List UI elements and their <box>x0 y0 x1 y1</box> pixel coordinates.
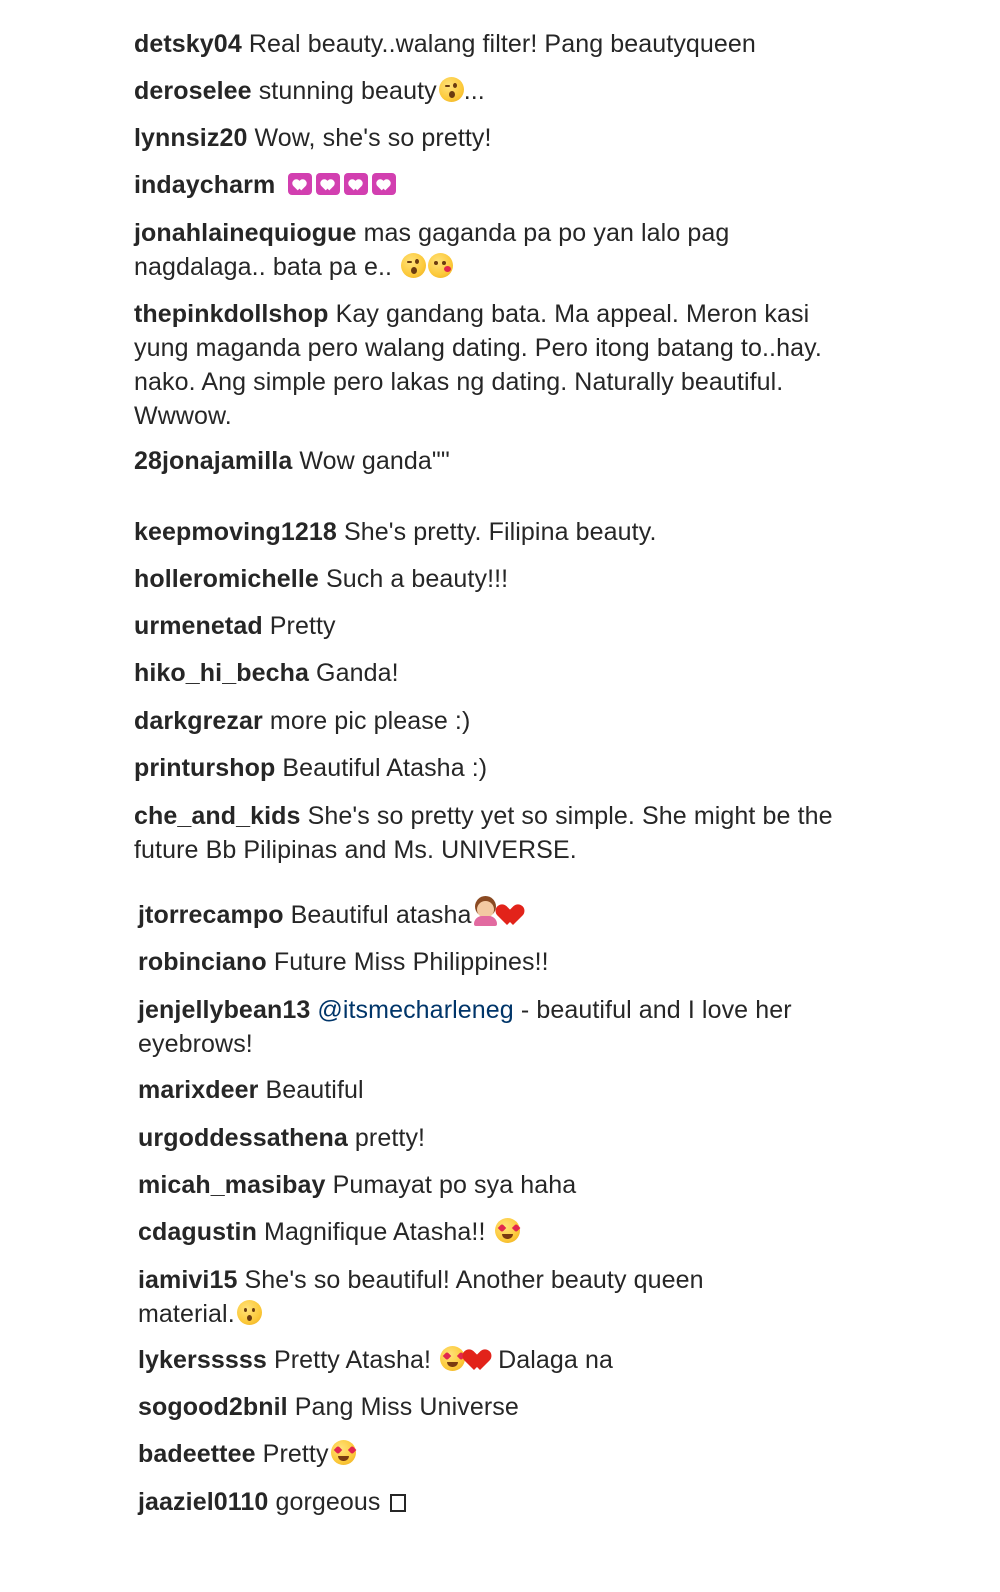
comment-mention-link[interactable]: @itsmecharleneg <box>317 996 514 1024</box>
comment-item <box>138 993 843 1061</box>
comment-username[interactable]: jenjellybean13 <box>138 996 311 1024</box>
comment-username[interactable]: 28jonajamilla <box>134 447 293 475</box>
comment-text: Wow ganda"" <box>299 447 450 475</box>
comment-item <box>134 515 657 549</box>
comment-text: She's so beautiful! Another beauty queen material. <box>138 1266 704 1328</box>
information-desk-person-icon <box>473 900 498 926</box>
heart-decoration-icon <box>316 173 340 195</box>
comment-item <box>134 562 508 596</box>
comment-text: Beautiful <box>265 1076 364 1104</box>
comment-text: Beautiful atasha <box>290 901 472 929</box>
comment-item <box>134 216 834 284</box>
comment-text-after: ... <box>463 77 485 105</box>
comment-username[interactable]: indaycharm <box>134 171 276 199</box>
comment-text: Magnifique Atasha!! <box>264 1218 486 1246</box>
comment-item <box>138 1343 613 1377</box>
comment-text: more pic please :) <box>269 707 471 735</box>
comment-username[interactable]: che_and_kids <box>134 802 301 830</box>
comment-text: Ganda! <box>316 659 399 687</box>
comment-item <box>134 74 485 108</box>
red-heart-icon <box>467 1347 491 1371</box>
comment-username[interactable]: robinciano <box>138 948 267 976</box>
comment-username[interactable]: deroselee <box>134 77 252 105</box>
comment-username[interactable]: holleromichelle <box>134 565 319 593</box>
comment-text: - beautiful and I love her eyebrows! <box>138 996 792 1058</box>
comment-username[interactable]: sogood2bnil <box>138 1393 288 1421</box>
comment-username[interactable]: jtorrecampo <box>138 901 284 929</box>
comment-username[interactable]: detsky04 <box>134 30 242 58</box>
missing-glyph-icon <box>390 1494 406 1512</box>
comment-username[interactable]: hiko_hi_becha <box>134 659 309 687</box>
comment-text: pretty! <box>354 1124 426 1152</box>
comment-text: Pumayat po sya haha <box>332 1171 577 1199</box>
comment-item <box>138 1485 406 1519</box>
comment-item <box>138 898 524 932</box>
comment-item <box>138 945 549 979</box>
comment-item <box>138 1390 519 1424</box>
comment-text: She's pretty. Filipina beauty. <box>343 518 657 546</box>
winking-face-icon <box>439 77 464 102</box>
comment-username[interactable]: thepinkdollshop <box>134 300 329 328</box>
comment-item <box>138 1121 425 1155</box>
comment-item <box>134 751 487 785</box>
winking-face-icon <box>401 253 426 278</box>
comment-username[interactable]: lynnsiz20 <box>134 124 248 152</box>
face-blowing-kiss-icon <box>428 253 453 278</box>
comment-username[interactable]: printurshop <box>134 754 276 782</box>
comment-item <box>134 168 400 202</box>
comment-item <box>134 297 854 433</box>
comment-username[interactable]: urmenetad <box>134 612 263 640</box>
comment-text: Pretty <box>262 1440 329 1468</box>
comment-item <box>134 609 336 643</box>
comment-item <box>138 1073 364 1107</box>
comment-username[interactable]: micah_masibay <box>138 1171 326 1199</box>
comment-item <box>138 1215 520 1249</box>
heart-eyes-face-icon <box>495 1218 520 1243</box>
comment-item <box>134 704 470 738</box>
comment-text: Future Miss Philippines!! <box>273 948 549 976</box>
comment-item <box>134 656 399 690</box>
comment-text: Beautiful Atasha :) <box>282 754 488 782</box>
comment-username[interactable]: jaaziel0110 <box>138 1488 269 1516</box>
heart-decoration-icon <box>372 173 396 195</box>
comment-item <box>138 1168 576 1202</box>
face-open-mouth-icon <box>237 1300 262 1325</box>
heart-decoration-icon <box>288 173 312 195</box>
comment-username[interactable]: darkgrezar <box>134 707 263 735</box>
comment-text: Pretty Atasha! <box>273 1346 431 1374</box>
comment-text: Pang Miss Universe <box>294 1393 519 1421</box>
comment-item <box>138 1263 798 1331</box>
comment-username[interactable]: urgoddessathena <box>138 1124 348 1152</box>
comment-username[interactable]: marixdeer <box>138 1076 259 1104</box>
red-heart-icon <box>500 902 524 926</box>
comment-username[interactable]: jonahlainequiogue <box>134 219 357 247</box>
comment-text: Wow, she's so pretty! <box>254 124 492 152</box>
comment-text: gorgeous <box>275 1488 381 1516</box>
comment-item <box>134 121 492 155</box>
comment-text: Real beauty..walang filter! Pang beautyqueen <box>248 30 756 58</box>
comment-text: mas gaganda pa po yan lalo pag nagdalaga.. bata pa e.. <box>134 219 730 281</box>
comment-text-after: Dalaga na <box>498 1346 613 1374</box>
comment-text: She's so pretty yet so simple. She might be the future Bb Pilipinas and Ms. UNIVERSE. <box>134 802 833 864</box>
heart-decoration-icon <box>344 173 368 195</box>
comment-username[interactable]: cdagustin <box>138 1218 257 1246</box>
comment-text: Such a beauty!!! <box>325 565 509 593</box>
heart-eyes-face-icon <box>331 1440 356 1465</box>
heart-eyes-face-icon <box>440 1346 465 1371</box>
comment-username[interactable]: iamivi15 <box>138 1266 238 1294</box>
comment-item <box>138 1437 356 1471</box>
comment-item <box>134 799 849 867</box>
comment-username[interactable]: badeettee <box>138 1440 256 1468</box>
comment-username[interactable]: lykersssss <box>138 1346 267 1374</box>
comment-text: Kay gandang bata. Ma appeal. Meron kasi yung maganda pero walang dating. Pero itong batang to..hay. nako. Ang simple pero lakas ng dating. Naturally beautiful. Wwwow. <box>134 300 822 430</box>
comment-text: Pretty <box>269 612 336 640</box>
comment-item <box>134 444 450 478</box>
comment-username[interactable]: keepmoving1218 <box>134 518 337 546</box>
comment-item <box>134 27 756 61</box>
comment-text: stunning beauty <box>258 77 437 105</box>
